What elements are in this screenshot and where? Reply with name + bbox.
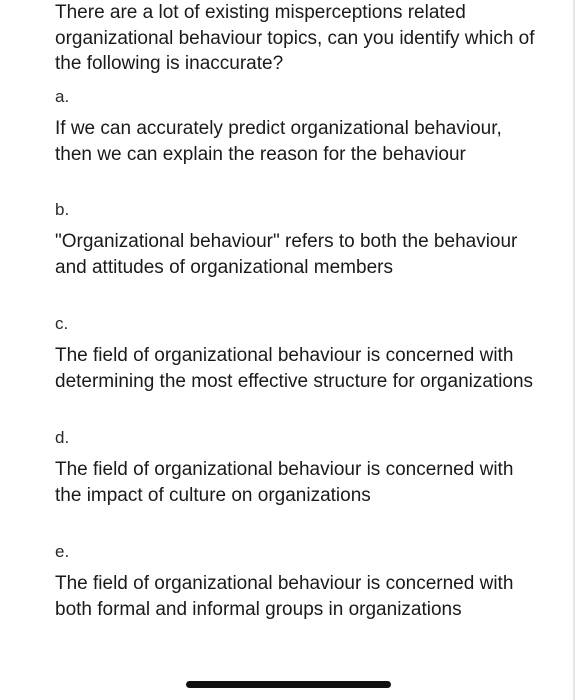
option-e-text[interactable]: The field of organizational behaviour is concerned with both formal and informal groups in organizations [55,573,514,620]
option-d-letter[interactable]: d. [55,428,70,447]
option-c-letter[interactable]: c. [55,314,69,333]
option-a-text[interactable]: If we can accurately predict organizational behaviour, then we can explain the reason for the behaviour [55,118,502,165]
option-a-letter[interactable]: a. [55,87,70,106]
option-c-text[interactable]: The field of organizational behaviour is concerned with determining the most effective structure for organizations [55,345,534,392]
home-indicator-bar[interactable] [186,681,391,688]
option-e-letter[interactable]: e. [55,542,70,561]
option-d-text[interactable]: The field of organizational behaviour is concerned with the impact of culture on organizations [55,459,514,506]
option-b-text[interactable]: "Organizational behaviour" refers to both the behaviour and attitudes of organizational members [55,231,518,278]
question-text: There are a lot of existing misperceptions related organizational behaviour topics, can you identify which of the following is inaccurate? [55,2,535,74]
option-b-letter[interactable]: b. [55,200,70,219]
